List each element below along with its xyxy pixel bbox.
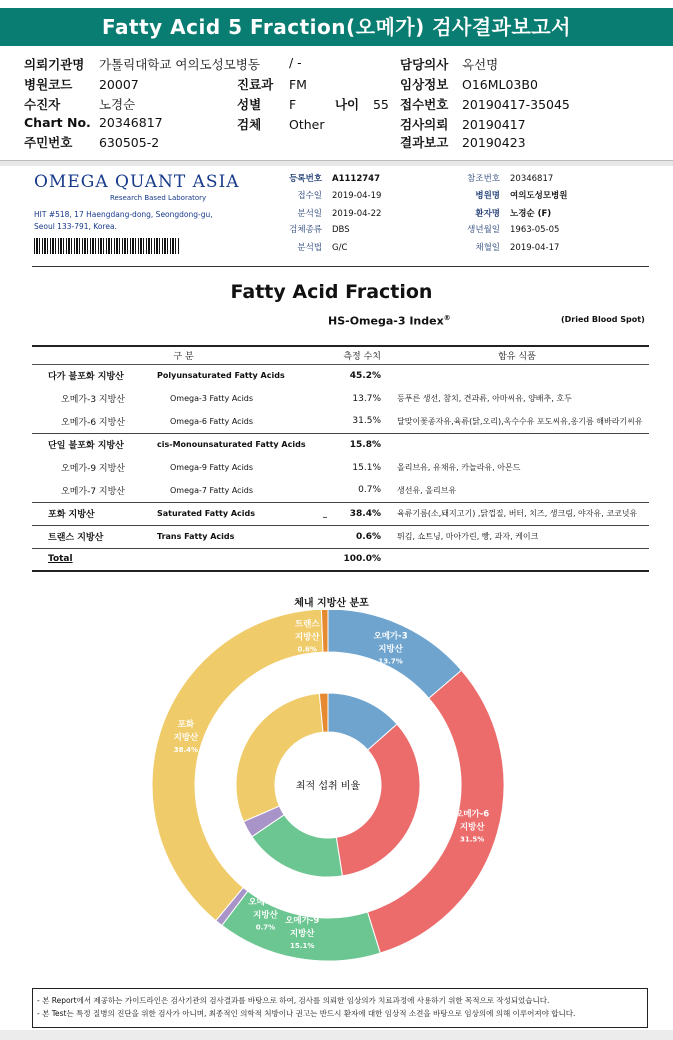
row-category-ko: 오메가-3 지방산 bbox=[61, 395, 125, 405]
ref-row bbox=[440, 172, 553, 184]
row-category-ko: 트랜스 지방산 bbox=[32, 525, 149, 548]
fatty-acid-title: Fatty Acid Fraction bbox=[230, 281, 433, 303]
hospital-row bbox=[440, 189, 567, 201]
slice-name-text: 지방산 bbox=[378, 644, 403, 655]
row-foods: 등푸른 생선, 참치, 견과류, 아마씨유, 양배추, 호두 bbox=[397, 394, 572, 403]
chart-title: 체내 지방산 분포 bbox=[294, 598, 369, 609]
rrn-value: 630505-2 bbox=[98, 135, 160, 150]
row-dash-mark: _ bbox=[323, 509, 327, 518]
age-value: 55 bbox=[372, 97, 389, 112]
institution-label: 의뢰기관명 bbox=[24, 57, 85, 72]
slice-name-text: 오메가-9 bbox=[285, 915, 320, 926]
row-category-ko: 다가 불포화 지방산 bbox=[32, 364, 149, 387]
rrn-row bbox=[24, 133, 159, 151]
hs-omega-text: HS-Omega-3 Index bbox=[328, 314, 444, 328]
row-category-en: Omega-7 Fatty Acids bbox=[170, 485, 254, 495]
row-foods: 올리브유, 유채유, 카놀라유, 아몬드 bbox=[397, 463, 521, 472]
sex-value: F bbox=[288, 97, 297, 112]
slice-name-text: 트랜스 bbox=[294, 619, 320, 630]
patient-row bbox=[440, 207, 551, 219]
table-row bbox=[32, 525, 649, 548]
specimen-type-label: 검체종류 bbox=[289, 225, 322, 235]
slice-name-text: 지방산 bbox=[459, 822, 485, 833]
slice-name-text: 지방산 bbox=[173, 732, 199, 743]
method-value: G/C bbox=[332, 243, 348, 253]
receipt-label: 접수번호 bbox=[400, 97, 449, 112]
hospital-code-label: 병원코드 bbox=[24, 77, 73, 92]
row-category-ko: Total bbox=[32, 548, 149, 571]
report-date-label: 결과보고 bbox=[400, 135, 449, 150]
age-label: 나이 bbox=[334, 97, 360, 112]
row-value: 0.6% bbox=[335, 525, 385, 548]
inner-slice-4 bbox=[236, 693, 323, 821]
disclaimer-box bbox=[32, 988, 648, 1028]
table-row bbox=[32, 410, 649, 433]
doctor-row bbox=[400, 55, 498, 73]
receipt-row bbox=[400, 95, 570, 113]
dob-label: 생년월일 bbox=[467, 225, 500, 235]
clinical-label: 임상정보 bbox=[400, 77, 449, 92]
barcode bbox=[34, 238, 180, 254]
chart-no-value: 20346817 bbox=[98, 115, 163, 130]
slice-value-text: 0.6% bbox=[297, 645, 317, 654]
row-foods bbox=[385, 364, 649, 387]
dob-value: 1963-05-05 bbox=[510, 225, 560, 235]
chart-no-row bbox=[24, 115, 163, 130]
report-title: Fatty Acid 5 Fraction(오메가) 검사결과보고서 bbox=[0, 8, 673, 46]
row-category-en: Trans Fatty Acids bbox=[149, 525, 335, 548]
clinical-value: O16ML03B0 bbox=[461, 77, 538, 92]
patient-label: 환자명 bbox=[475, 209, 500, 219]
row-value: 13.7% bbox=[352, 393, 381, 404]
ref-label: 참조번호 bbox=[467, 174, 500, 184]
reg-row bbox=[264, 172, 380, 184]
table-row bbox=[32, 479, 649, 502]
row-category-en: cis-Monounsaturated Fatty Acids bbox=[149, 433, 335, 456]
dept-label: 진료과 bbox=[237, 77, 274, 92]
recv-label: 접수일 bbox=[297, 191, 322, 201]
row-foods: 튀김, 쇼트닝, 마아가린, 빵, 과자, 케이크 bbox=[385, 525, 649, 548]
row-category-en bbox=[149, 548, 335, 571]
collector-label: 수진자 bbox=[24, 97, 61, 112]
row-category-en: Polyunsaturated Fatty Acids bbox=[149, 364, 335, 387]
reg-label: 등록번호 bbox=[289, 174, 322, 184]
request-label: 검사의뢰 bbox=[400, 117, 449, 132]
patient-value: 노경순 (F) bbox=[510, 209, 552, 219]
analysis-date-row bbox=[264, 207, 381, 219]
lab-divider bbox=[32, 266, 649, 267]
analysis-date-value: 2019-04-22 bbox=[332, 209, 382, 219]
table-row bbox=[32, 456, 649, 479]
hospital-code-row bbox=[24, 75, 139, 93]
row-value: 45.2% bbox=[335, 364, 385, 387]
inner-slice-1 bbox=[336, 724, 420, 876]
row-value: 31.5% bbox=[352, 416, 381, 427]
method-row bbox=[264, 241, 347, 253]
slice-value-text: 15.1% bbox=[290, 941, 315, 950]
specimen-value: Other bbox=[288, 117, 325, 132]
collector-value: 노경순 bbox=[98, 97, 136, 112]
slice-label-1 bbox=[454, 808, 489, 843]
row-category-ko: 단일 불포화 지방산 bbox=[32, 433, 149, 456]
ward-value: / - bbox=[289, 55, 302, 70]
slice-value-text: 0.7% bbox=[255, 923, 276, 932]
recv-row bbox=[264, 189, 381, 201]
bottom-strip bbox=[0, 1030, 673, 1040]
request-row bbox=[400, 115, 526, 133]
row-category-en: Omega-6 Fatty Acids bbox=[170, 416, 254, 426]
report-date-value: 20190423 bbox=[461, 135, 526, 150]
row-value: 0.7% bbox=[358, 485, 381, 496]
specimen-type-value: DBS bbox=[332, 225, 350, 235]
sex-label: 성별 bbox=[237, 97, 262, 112]
doctor-label: 담당의사 bbox=[400, 57, 449, 72]
row-foods: 생선유, 올리브유 bbox=[397, 485, 457, 495]
row-foods bbox=[385, 548, 649, 571]
table-row bbox=[32, 387, 649, 410]
fatty-acid-donut-chart bbox=[0, 610, 663, 980]
address-line-2: Seoul 133-791, Korea. bbox=[34, 222, 117, 231]
slice-name-text: 지방산 bbox=[253, 910, 278, 921]
slice-name-text: 지방산 bbox=[294, 632, 320, 643]
row-category-en: Omega-9 Fatty Acids bbox=[170, 463, 254, 472]
collector-row bbox=[24, 95, 135, 113]
specimen-row bbox=[237, 115, 324, 133]
slice-name-text: 오메가-3 bbox=[373, 631, 408, 642]
table-row bbox=[32, 364, 649, 387]
slice-label-2 bbox=[284, 915, 319, 950]
row-foods bbox=[385, 433, 649, 456]
ref-value: 20346817 bbox=[510, 174, 554, 184]
fatty-acid-table bbox=[32, 345, 649, 572]
section-divider bbox=[0, 160, 673, 166]
row-category-en: Saturated Fatty Acids _ bbox=[149, 502, 335, 525]
row-category-en: Omega-3 Fatty Acids bbox=[170, 394, 254, 403]
disclaimer-line-1: - 본 Report에서 제공하는 가이드라인은 검사기관의 검사결과를 바탕으로 하여, 검사를 의뢰한 임상의가 치료과정에 사용하기 위한 목적으로 작성되었습니다. bbox=[37, 996, 550, 1005]
sample-note: (Dried Blood Spot) bbox=[561, 315, 645, 324]
specimen-type-row bbox=[264, 223, 350, 235]
disclaimer-line-2: - 본 Test는 특정 질병의 진단을 위한 검사가 아니며, 최종적인 의학적 처방이나 권고는 반드시 환자에 대한 임상적 소견을 바탕으로 임상의에 의해 이루어져야 합니다. bbox=[37, 1009, 576, 1018]
hospital-label: 병원명 bbox=[475, 191, 500, 201]
omega-quant-asia-logo: OMEGA QUANT ASIA bbox=[34, 172, 240, 192]
hs-omega-subtitle bbox=[328, 314, 451, 328]
recv-value: 2019-04-19 bbox=[332, 191, 382, 201]
chart-no-label: Chart No. bbox=[24, 115, 91, 130]
dept-value: FM bbox=[288, 77, 307, 92]
table-row bbox=[32, 548, 649, 571]
chart-center-label: 최적 섭취 비율 bbox=[295, 781, 361, 792]
row-category-ko: 오메가-7 지방산 bbox=[61, 486, 125, 497]
slice-value-text: 13.7% bbox=[378, 657, 403, 666]
slice-label-0 bbox=[373, 631, 408, 666]
outer-slice-4 bbox=[152, 610, 323, 921]
row-category-ko: 포화 지방산 bbox=[32, 502, 149, 525]
sex-row bbox=[237, 95, 389, 113]
method-label: 분석법 bbox=[297, 243, 322, 253]
header-foods: 함유 식품 bbox=[385, 346, 649, 364]
table-row bbox=[32, 433, 649, 456]
slice-name-text: 오메가-7 bbox=[248, 897, 283, 908]
dept-row bbox=[237, 75, 307, 93]
institution-value: 가톨릭대학교 여의도성모병동 bbox=[98, 57, 260, 72]
slice-name-text: 오메가-6 bbox=[455, 809, 490, 820]
dob-row bbox=[440, 223, 559, 235]
table-body bbox=[32, 364, 649, 571]
table-row bbox=[32, 502, 649, 525]
request-value: 20190417 bbox=[461, 117, 526, 132]
row-value: 38.4% bbox=[335, 502, 385, 525]
receipt-value: 20190417-35045 bbox=[461, 97, 570, 112]
clinical-row bbox=[400, 75, 538, 93]
hospital-value: 여의도성모병원 bbox=[510, 191, 568, 201]
slice-name-text: 포화 bbox=[177, 719, 195, 730]
specimen-label: 검체 bbox=[237, 117, 262, 132]
analysis-date-label: 분석일 bbox=[297, 209, 322, 219]
institution-row bbox=[24, 55, 260, 73]
table-header-row bbox=[32, 346, 649, 364]
row-value: 15.1% bbox=[352, 462, 381, 473]
slice-name-text: 지방산 bbox=[289, 928, 315, 939]
slice-value-text: 38.4% bbox=[173, 745, 199, 754]
row-value: 100.0% bbox=[335, 548, 385, 571]
outer-slice-5 bbox=[321, 610, 328, 652]
row-value: 15.8% bbox=[335, 433, 385, 456]
doctor-value: 옥선명 bbox=[461, 57, 499, 72]
collect-label: 채혈일 bbox=[475, 243, 500, 253]
collect-value: 2019-04-17 bbox=[510, 243, 560, 253]
outer-slice-2 bbox=[222, 891, 380, 961]
reg-value: A1112747 bbox=[332, 174, 380, 184]
registered-mark: ® bbox=[443, 314, 451, 322]
report-date-row bbox=[400, 133, 526, 151]
rrn-label: 주민번호 bbox=[24, 135, 73, 150]
slice-label-5 bbox=[294, 618, 320, 653]
hospital-code-value: 20007 bbox=[98, 77, 139, 92]
slice-value-text: 31.5% bbox=[460, 835, 485, 844]
row-category-ko: 오메가-6 지방산 bbox=[61, 417, 125, 428]
collect-row bbox=[440, 241, 559, 253]
row-foods: 달맞이꽃종자유,육류(닭,오리),옥수수유 포도씨유,옹기름 해바라기씨유 bbox=[397, 416, 643, 426]
logo-subtitle: Research Based Laboratory bbox=[110, 194, 207, 202]
lab-address bbox=[34, 209, 213, 233]
row-foods: 육류기름(소,돼지고기) ,닭껍질, 버터, 치즈, 생크림, 야자유, 코코넛유 bbox=[385, 502, 649, 525]
header-value: 측정 수치 bbox=[335, 346, 385, 364]
row-category-ko: 오메가-9 지방산 bbox=[61, 464, 125, 474]
header-category: 구 분 bbox=[32, 346, 335, 364]
address-line-1: HIT #518, 17 Haengdang-dong, Seongdong-gu, bbox=[34, 210, 213, 219]
